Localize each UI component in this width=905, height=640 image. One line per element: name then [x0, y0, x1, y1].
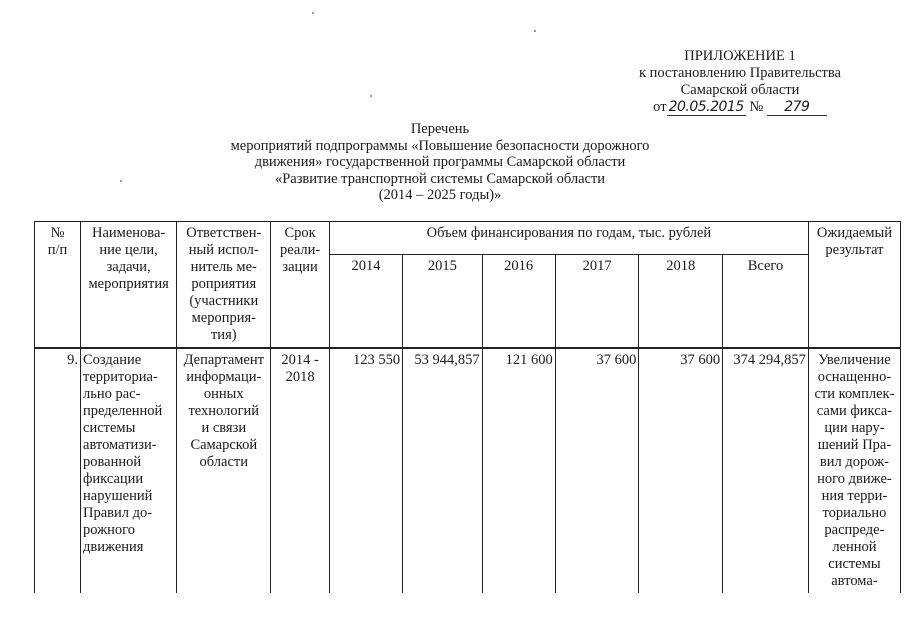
appendix-heading: ПРИЛОЖЕНИЕ 1 [684, 48, 796, 64]
title-line-2: мероприятий подпрограммы «Повышение безопасности дорожного [230, 137, 650, 154]
title-line-4: «Развитие транспортной системы Самарской области [274, 170, 606, 187]
row-name: Создание территориа- льно рас- пределенной системы автоматизи- рованной фиксации нарушений Правил до- рожного движения [81, 348, 177, 593]
title-line-1: Перечень [410, 121, 470, 137]
table-row [35, 348, 901, 593]
row-no: 9. [35, 348, 81, 593]
header-funding: Объем финансирования по годам, тыс. рублей [329, 222, 808, 255]
appendix-line-1: к постановлению Правительства [639, 65, 841, 81]
header-no: № п/п [35, 222, 81, 349]
document-title [180, 121, 700, 204]
value-2017: 37 600 [555, 348, 639, 593]
header-total: Всего [723, 254, 809, 348]
row-result: Увеличение оснащенно- сти комплек- сами фикса- ции нару- шений Пра- вил дорож- ного движе- ния терри- ториально распреде- ленной системы автома- [808, 348, 900, 593]
header-year-2016: 2016 [482, 254, 555, 348]
appendix-block [560, 48, 905, 116]
header-year-2014: 2014 [329, 254, 402, 348]
value-2016: 121 600 [482, 348, 555, 593]
value-2015: 53 944,857 [403, 348, 482, 593]
date-prefix: от [653, 99, 667, 115]
title-line-5: (2014 – 2025 годы)» [378, 187, 502, 204]
scan-speck [370, 95, 372, 97]
number-prefix: № [749, 99, 764, 115]
appendix-date-line [560, 99, 905, 116]
scan-speck [120, 180, 122, 182]
title-line-3: движения» государственной программы Самарской области [254, 154, 626, 171]
header-result: Ожидаемый результат [808, 222, 900, 349]
row-responsible: Департамент информаци- онных технологий и связи Самарской области [177, 348, 271, 593]
header-year-2017: 2017 [555, 254, 639, 348]
value-total: 374 294,857 [723, 348, 809, 593]
header-name: Наименова- ние цели, задачи, мероприятия [81, 222, 177, 349]
header-term: Срок реали- зации [271, 222, 330, 349]
scan-speck [534, 30, 536, 32]
funding-table [34, 221, 901, 593]
header-responsible: Ответствен- ный испол- нитель ме- роприятия (участники мероприя- тия) [177, 222, 271, 349]
value-2018: 37 600 [639, 348, 723, 593]
header-year-2015: 2015 [403, 254, 482, 348]
header-row-1 [35, 222, 901, 255]
appendix-line-2: Самарской области [680, 82, 800, 98]
handwritten-date: 20.05.2015 [668, 99, 744, 115]
header-year-2018: 2018 [639, 254, 723, 348]
value-2014: 123 550 [329, 348, 402, 593]
scan-speck [312, 12, 314, 14]
row-term: 2014 - 2018 [271, 348, 330, 593]
handwritten-number: 279 [767, 100, 827, 116]
